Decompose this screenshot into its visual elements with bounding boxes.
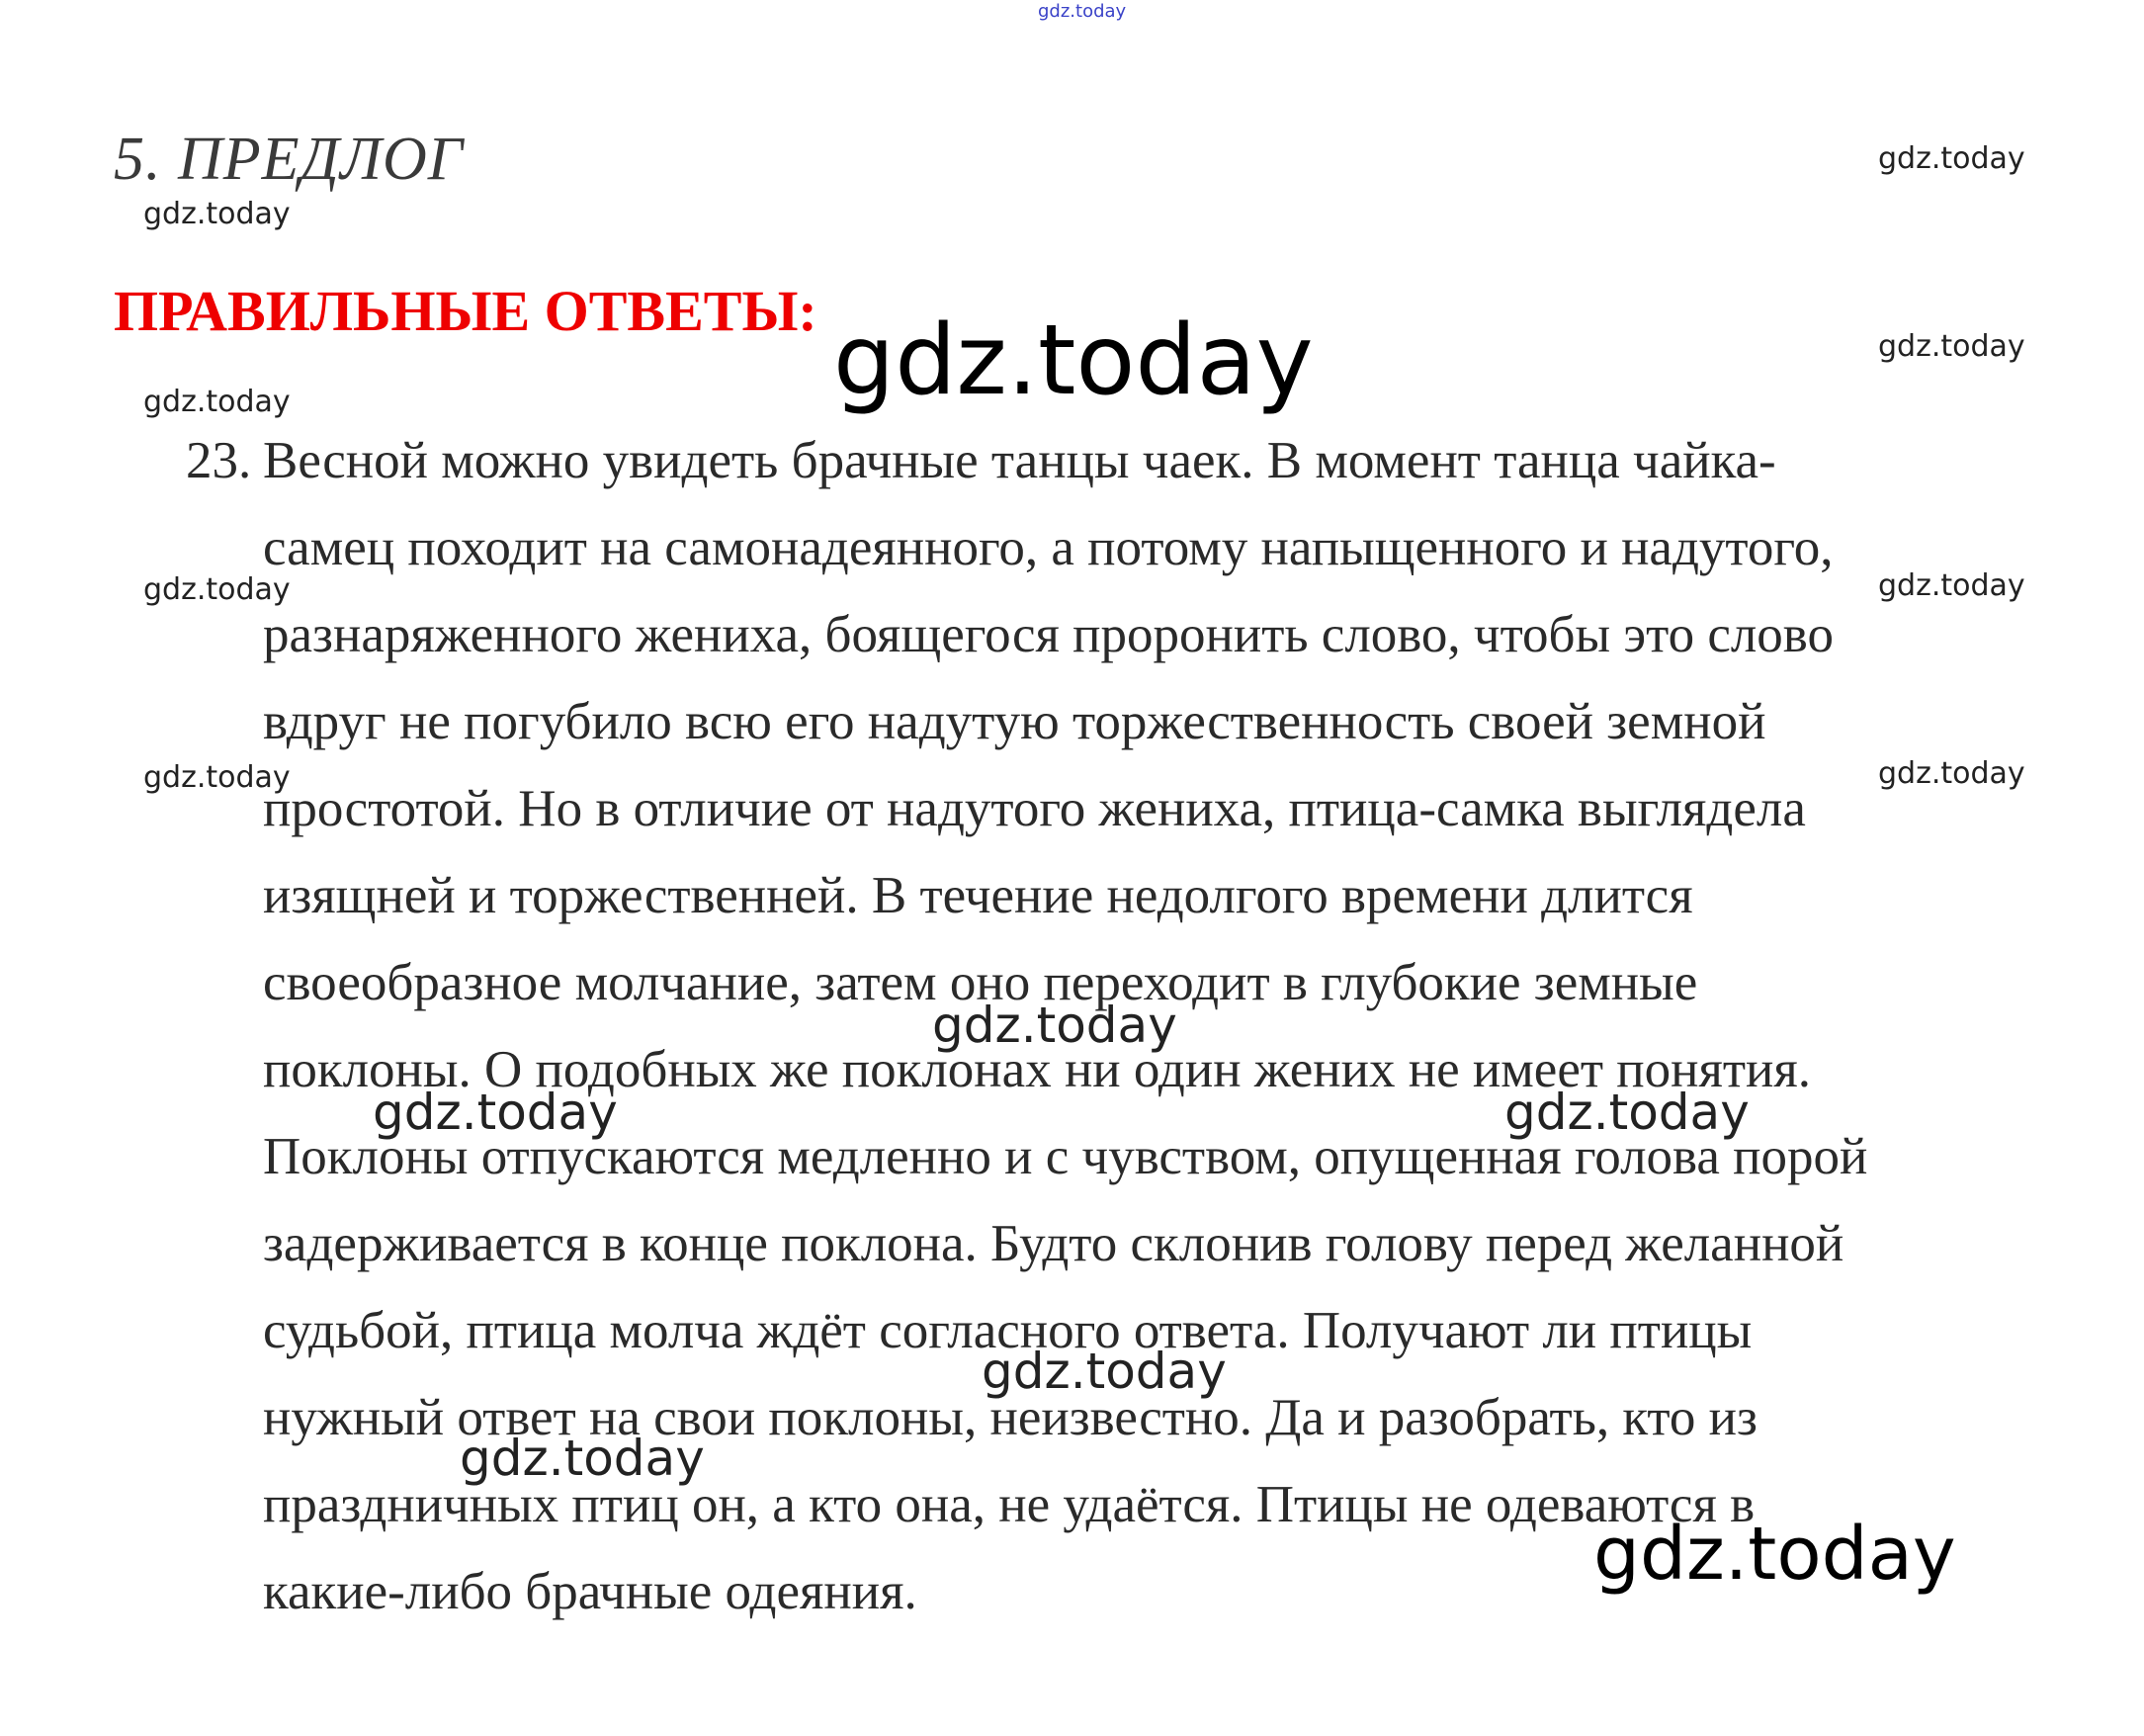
- text-line: судьбой, птица молча ждёт согласного ответа. Получают ли птицы: [263, 1302, 1753, 1359]
- text-line: Поклоны отпускаются медленно и с чувством, опущенная голова порой: [263, 1128, 1868, 1185]
- watermark: gdz.today: [143, 385, 291, 419]
- exercise-number: 23.: [186, 432, 252, 489]
- answers-heading: ПРАВИЛЬНЫЕ ОТВЕТЫ:: [114, 279, 817, 343]
- text-line: разнаряженного жениха, боящегося проронить слово, чтобы это слово: [263, 606, 1834, 663]
- watermark: gdz.today: [1878, 141, 2025, 176]
- text-line: праздничных птиц он, а кто она, не удаётся. Птицы не одеваются в: [263, 1476, 1756, 1533]
- text-line: какие-либо брачные одеяния.: [263, 1563, 917, 1620]
- watermark: gdz.today: [373, 1084, 618, 1141]
- text-line: самец походит на самонадеянного, а потому напыщенного и надутого,: [263, 519, 1834, 576]
- text-line: простотой. Но в отличие от надутого жениха, птица-самка выглядела: [263, 780, 1806, 837]
- exercise-23: [186, 417, 2064, 1635]
- watermark: gdz.today: [982, 1343, 1227, 1400]
- watermark: gdz.today: [1878, 756, 2025, 791]
- text-line: своеобразное молчание, затем оно переходит в глубокие земные: [263, 954, 1698, 1011]
- watermark: gdz.today: [143, 572, 291, 607]
- text-line: нужный ответ на свои поклоны, неизвестно. Да и разобрать, кто из: [263, 1389, 1758, 1446]
- watermark: gdz.today: [143, 760, 291, 795]
- watermark: gdz.today: [1504, 1084, 1750, 1141]
- text-line: изящней и торжественней. В течение недолгого времени длится: [263, 867, 1693, 924]
- text-line: задерживается в конце поклона. Будто склонив голову перед желанной: [263, 1215, 1844, 1272]
- text-line: поклоны. О подобных же поклонах ни один жених не имеет понятия.: [263, 1041, 1812, 1098]
- watermark: gdz.today: [1878, 329, 2025, 364]
- text-line: вдруг не погубило всю его надутую торжественность своей земной: [263, 693, 1766, 750]
- watermark: gdz.today: [1878, 568, 2025, 603]
- text-line: Весной можно увидеть брачные танцы чаек. В момент танца чайка-: [263, 432, 1776, 489]
- watermark-top: gdz.today: [1038, 1, 1127, 22]
- section-title: 5. ПРЕДЛОГ: [114, 126, 464, 193]
- watermark: gdz.today: [143, 197, 291, 231]
- watermark-large: gdz.today: [833, 304, 1314, 417]
- watermark: gdz.today: [932, 997, 1177, 1054]
- watermark-large: gdz.today: [1593, 1512, 1956, 1597]
- watermark: gdz.today: [460, 1430, 705, 1487]
